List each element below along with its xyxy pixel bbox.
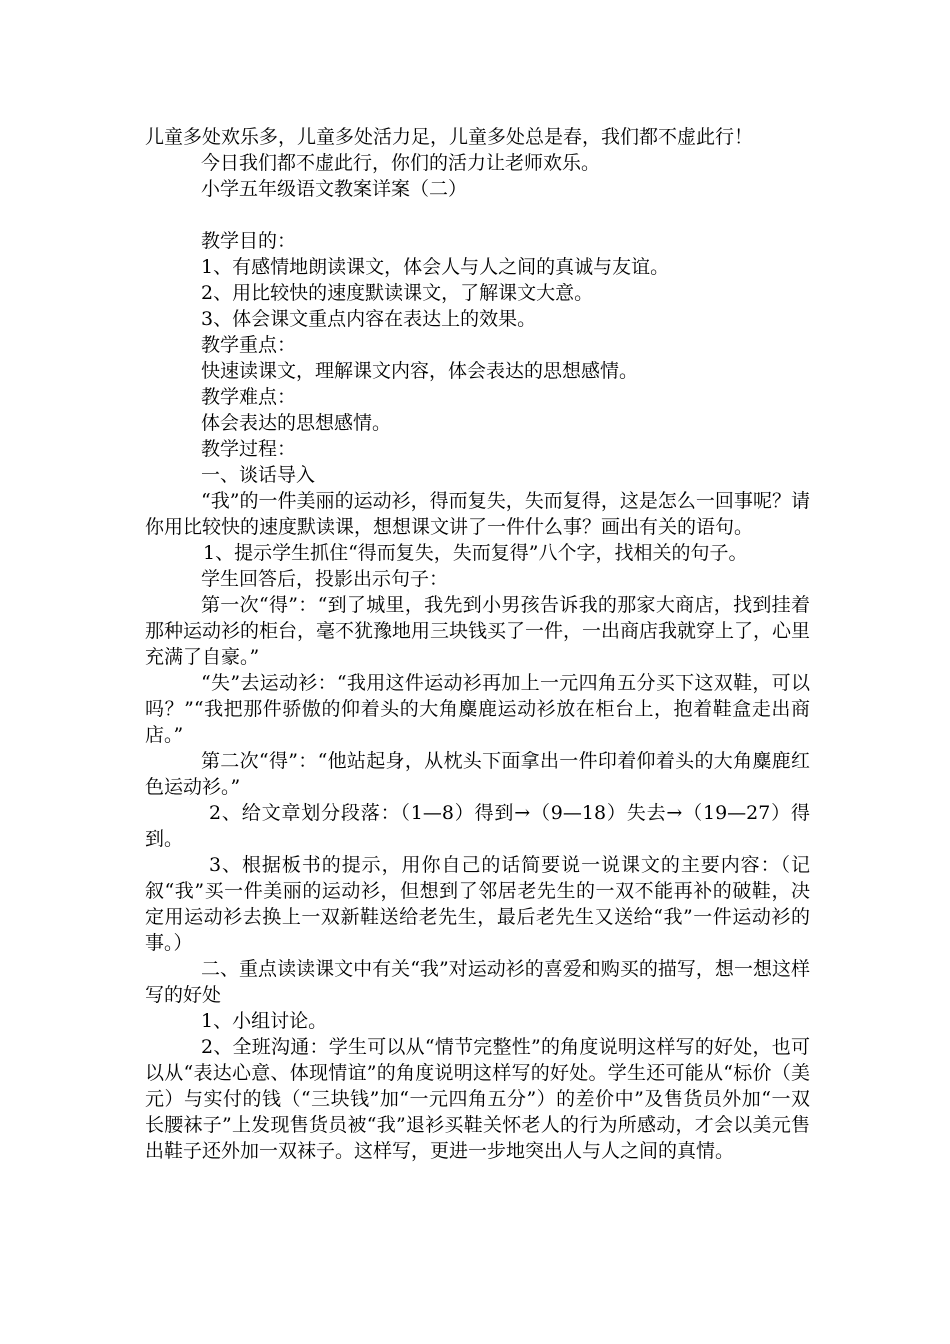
- paragraph-teacher-remark: 今日我们都不虚此行，你们的活力让老师欢乐。: [201, 152, 601, 174]
- heading-teaching-process: 教学过程：: [201, 438, 297, 460]
- quote-first-gain: 第一次“得”：“到了城里，我先到小男孩告诉我的那家大商店，找到挂着那种运动衫的柜台，毫不犹豫地用三块钱买了一件，一出商店我就穿上了，心里充满了自豪。”: [145, 594, 811, 668]
- step-1-item-1: 1、提示学生抓住“得而复失，失而复得”八个字，找相关的句子。: [203, 542, 748, 564]
- goal-item-2: 2、用比较快的速度默读课文，了解课文大意。: [201, 282, 594, 304]
- step-1-title: 一、谈话导入: [201, 464, 316, 486]
- step-1-item-2: 2、给文章划分段落：（1—8）得到→（9—18）失去→（19—27）得到。: [145, 802, 810, 850]
- difficulties-text: 体会表达的思想感情。: [201, 412, 392, 434]
- quote-loss: “失”去运动衫：“我用这件运动衫再加上一元四角五分买下这双鞋，可以吗？”“我把那件骄傲的仰着头的大角麋鹿运动衫放在柜台上，抱着鞋盒走出商店。”: [145, 672, 810, 746]
- goal-item-3: 3、体会课文重点内容在表达上的效果。: [201, 308, 537, 330]
- step-2-title: 二、重点读读课文中有关“我”对运动衫的喜爱和购买的描写，想一想这样写的好处: [145, 958, 810, 1006]
- step-1-intro: “我”的一件美丽的运动衫，得而复失，失而复得，这是怎么一回事呢？请你用比较快的速度默读课，想想课文讲了一件什么事？画出有关的语句。: [145, 490, 810, 538]
- step-2-item-1: 1、小组讨论。: [201, 1010, 328, 1032]
- blank-line: [145, 202, 810, 228]
- heading-teaching-goals: 教学目的：: [201, 230, 297, 252]
- section-title: 小学五年级语文教案详案（二）: [201, 178, 468, 200]
- heading-difficulties: 教学难点：: [201, 386, 297, 408]
- step-1-item-3: 3、根据板书的提示，用你自己的话简要说一说课文的主要内容：（记叙“我”买一件美丽的运动衫，但想到了邻居老先生的一双不能再补的破鞋，决定用运动衫去换上一双新鞋送给老先生，最后老先生又送给“我”一件运动衫的事。）: [145, 854, 810, 954]
- document-body: [145, 124, 810, 1164]
- quote-second-gain: 第二次“得”：“他站起身，从枕头下面拿出一件印着仰着头的大角麋鹿红色运动衫。”: [145, 750, 810, 798]
- goal-item-1: 1、有感情地朗读课文，体会人与人之间的真诚与友谊。: [201, 256, 670, 278]
- heading-key-points: 教学重点：: [201, 334, 297, 356]
- paragraph-intro-closing: 儿童多处欢乐多，儿童多处活力足，儿童多处总是春，我们都不虚此行！: [145, 126, 754, 148]
- step-1-projection: 学生回答后，投影出示句子：: [201, 568, 449, 590]
- key-points-text: 快速读课文，理解课文内容，体会表达的思想感情。: [201, 360, 639, 382]
- step-2-item-2: 2、全班沟通：学生可以从“情节完整性”的角度说明这样写的好处，也可以从“表达心意、体现情谊”的角度说明这样写的好处。学生还可能从“标价（美元）与实付的钱（“三块钱”加“一元四角五分”）的差价中”及售货员外加“一双长腰袜子”上发现售货员被“我”退衫买鞋关怀老人的行为所感动，才会以美元售出鞋子还外加一双袜子。这样写，更进一步地突出人与人之间的真情。: [145, 1036, 810, 1162]
